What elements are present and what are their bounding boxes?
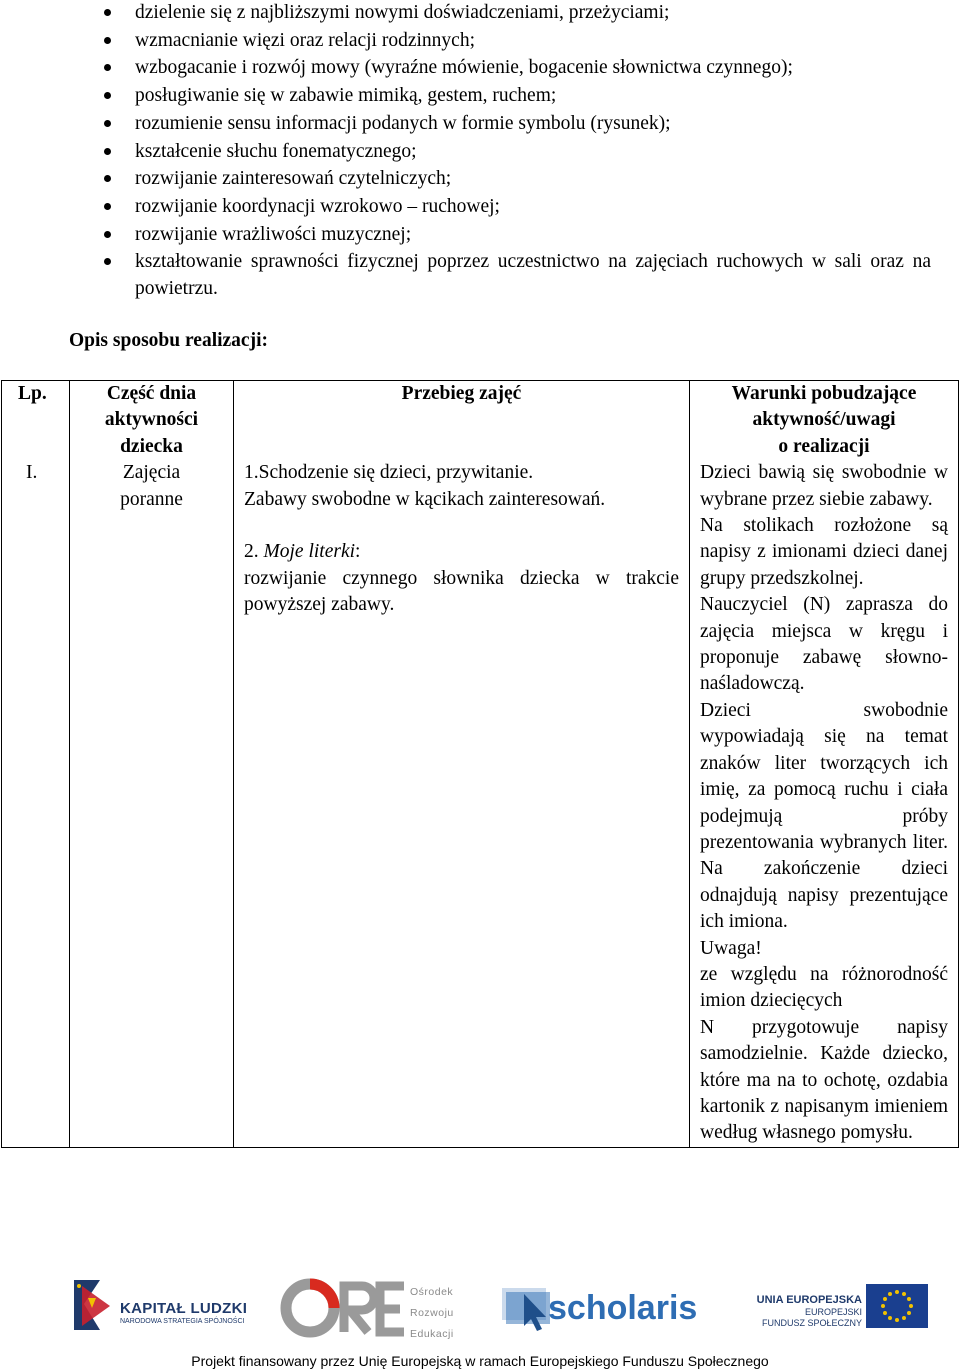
ore-logo <box>280 1274 480 1344</box>
header-part-of-day: Część dnia aktywności dziecka <box>70 381 234 461</box>
list-item: rozwijanie zainteresowań czytelniczych; <box>0 166 960 192</box>
list-item: kształtowanie sprawności fizycznej poprzez uczestnictwo na zajęciach ruchowych w sali oraz na powietrzu. <box>0 249 960 302</box>
list-item: rozwijanie koordynacji wzrokowo – ruchowej; <box>0 194 960 220</box>
condition-text: ze względu na różnorodność imion dziecięcych <box>700 963 948 1012</box>
lesson-plan-table <box>1 380 959 1148</box>
ore-wordmark-icon <box>280 1274 408 1340</box>
eu-logo <box>730 1280 930 1340</box>
kapital-ludzki-logo <box>70 1276 250 1336</box>
condition-text: N przygotowuje napisy samodzielnie. Każde dziecko, które ma na to ochotę, ozdabia kartonik z napisanym imieniem według własnego pomysłu. <box>700 1016 948 1144</box>
eu-flag-icon <box>866 1284 928 1328</box>
list-item: wzbogacanie i rozwój mowy (wyraźne mówienie, bogacenie słownictwa czynnego); <box>0 55 960 81</box>
table-header-row <box>2 381 959 461</box>
section-heading: Opis sposobu realizacji: <box>69 330 268 351</box>
course-step-2: 2. Moje literki: rozwijanie czynnego słownika dziecka w trakcie powyższej zabawy. <box>244 541 679 616</box>
list-item: rozumienie sensu informacji podanych w formie symbolu (rysunek); <box>0 111 960 137</box>
course-step-1: 1.Schodzenie się dzieci, przywitanie. Zabawy swobodne w kącikach zainteresowań. <box>244 462 606 510</box>
scholaris-logo <box>500 1274 700 1344</box>
header-conditions: Warunki pobudzające aktywność/uwagi o realizacji <box>690 381 959 461</box>
condition-note-label: Uwaga! <box>700 937 762 959</box>
header-lp: Lp. <box>2 381 70 461</box>
kapital-ludzki-emblem-icon <box>70 1276 114 1334</box>
row-part-of-day: Zajęcia poranne <box>70 460 234 1147</box>
goals-list <box>0 0 960 302</box>
list-item: kształcenie słuchu fonematycznego; <box>0 139 960 165</box>
condition-text: Nauczyciel (N) zaprasza do zajęcia miejsca w kręgu i proponuje zabawę słowno-naśladowczą. <box>700 594 948 695</box>
logo-strip <box>0 1268 960 1348</box>
row-lp: I. <box>2 460 70 1147</box>
eu-subtitle-1: EUROPEJSKI <box>804 1307 862 1317</box>
row-conditions <box>690 460 959 1147</box>
ore-subtitle: Ośrodek Rozwoju Edukacji <box>410 1286 454 1340</box>
kapital-ludzki-title: KAPITAŁ LUDZKI <box>120 1300 248 1317</box>
scholaris-word: scholaris <box>548 1289 698 1327</box>
condition-text: Dzieci swobodnie wypowiadają się na temat znaków liter tworzących ich imię, za pomocą ruchu i ciała podejmują próby prezentowania wybranych liter. Na zakończenie dzieci odnajdują napisy prezentujące ich imiona. <box>700 699 948 933</box>
footer-note: Projekt finansowany przez Unię Europejską w ramach Europejskiego Funduszu Społecznego <box>191 1353 769 1369</box>
list-item: wzmacnianie więzi oraz relacji rodzinnych; <box>0 28 960 54</box>
kapital-ludzki-subtitle: NARODOWA STRATEGIA SPÓJNOŚCI <box>120 1318 245 1325</box>
header-course: Przebieg zajęć <box>234 381 690 461</box>
list-item: posługiwanie się w zabawie mimiką, gestem, ruchem; <box>0 83 960 109</box>
condition-text: Na stolikach rozłożone są napisy z imionami dzieci danej grupy przedszkolnej. <box>700 515 948 589</box>
list-item: dzielenie się z najbliższymi nowymi doświadczeniami, przeżyciami; <box>0 0 960 26</box>
eu-title: UNIA EUROPEJSKA <box>756 1294 862 1306</box>
row-course <box>234 460 690 1147</box>
eu-subtitle-2: FUNDUSZ SPOŁECZNY <box>761 1318 862 1328</box>
condition-text: Dzieci bawią się swobodnie w wybrane przez siebie zabawy. <box>700 462 948 510</box>
table-row <box>2 460 959 1147</box>
list-item: rozwijanie wrażliwości muzycznej; <box>0 222 960 248</box>
